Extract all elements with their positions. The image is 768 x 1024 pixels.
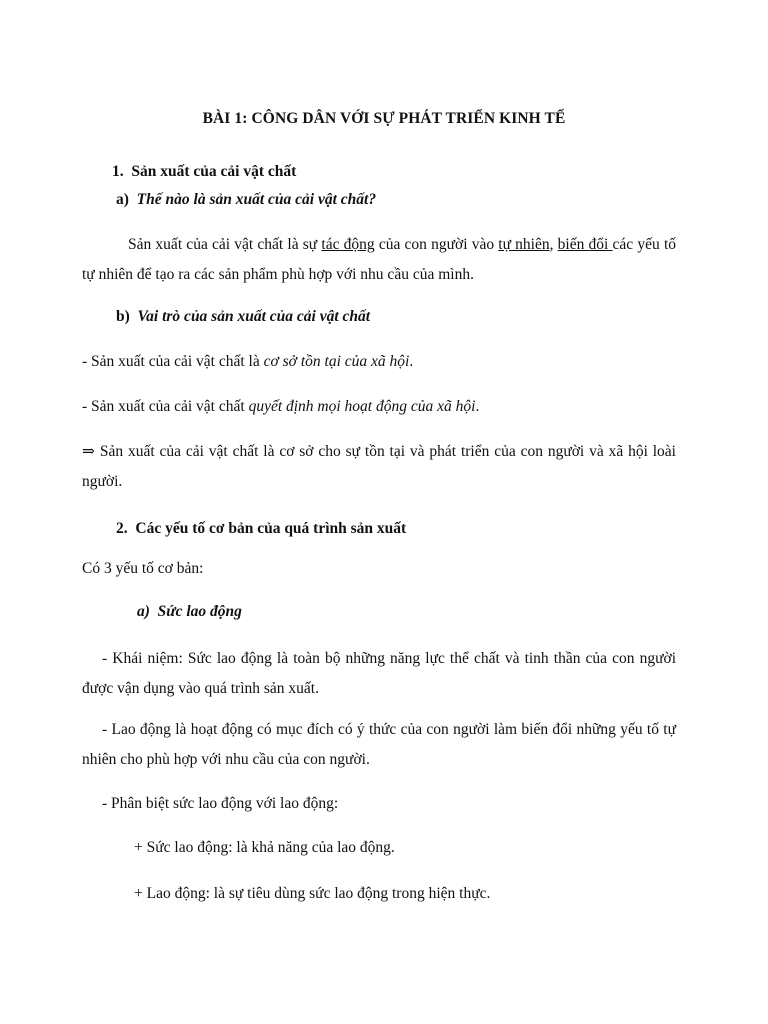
subsection-2a-title: Sức lao động bbox=[157, 603, 242, 620]
text-run: Sản xuất của cải vật chất là sự bbox=[128, 236, 322, 253]
text-run: - Sản xuất của cải vật chất là bbox=[82, 353, 264, 370]
role-line-1 bbox=[82, 347, 676, 377]
subsection-1a-title: Thế nào là sản xuất của cải vật chất? bbox=[136, 191, 377, 208]
text-run: , bbox=[549, 236, 558, 253]
subsection-1b-title: Vai trò của sản xuất của cải vật chất bbox=[137, 308, 371, 325]
text-run: của con người vào bbox=[374, 236, 499, 253]
emphasis-text: cơ sở tồn tại của xã hội bbox=[263, 353, 410, 370]
underlined-term-bien-doi: biến đổi bbox=[557, 236, 613, 253]
text-run: . bbox=[409, 353, 414, 370]
subsection-1a-heading bbox=[116, 185, 710, 215]
document-title: BÀI 1: CÔNG DÂN VỚI SỰ PHÁT TRIỂN KINH TẾ bbox=[202, 110, 566, 127]
labor-definition: - Lao động là hoạt động có mục đích có ý thức của con người làm biến đổi những yếu tố tự nhiên cho phù hợp với nhu cầu của con người. bbox=[82, 721, 676, 768]
emphasis-text: quyết định mọi hoạt động của xã hội bbox=[248, 398, 476, 415]
labor-power-item: + Sức lao động: là khả năng của lao động. bbox=[134, 839, 395, 856]
underlined-term-tac-dong: tác động bbox=[321, 236, 375, 253]
section-2-heading bbox=[116, 514, 710, 544]
section-1-heading bbox=[112, 157, 706, 187]
section-2-intro: Có 3 yếu tố cơ bản: bbox=[82, 560, 204, 577]
labor-distinction: - Phân biệt sức lao động với lao động: bbox=[102, 795, 339, 812]
labor-item: + Lao động: là sự tiêu dùng sức lao động trong hiện thực. bbox=[134, 885, 491, 902]
text-run: các yếu tố tự nhiên để tạo ra các sản phẩm phù hợp với nhu cầu của mình. bbox=[82, 236, 676, 283]
subsection-1b-letter: b) bbox=[116, 308, 130, 325]
subsection-2a-heading bbox=[137, 597, 731, 627]
subsection-1b-heading bbox=[116, 302, 710, 332]
section-2-number: 2. bbox=[116, 520, 128, 537]
subsection-1a-letter: a) bbox=[116, 191, 129, 208]
paragraph-1a bbox=[82, 230, 676, 290]
underlined-term-tu-nhien: tự nhiên bbox=[498, 236, 550, 253]
role-line-2 bbox=[82, 392, 676, 422]
subsection-2a-letter: a) bbox=[137, 603, 150, 620]
text-run: - Sản xuất của cải vật chất bbox=[82, 398, 249, 415]
role-conclusion: ⇒ Sản xuất của cải vật chất là cơ sở cho sự tồn tại và phát triển của con người và xã hội loài người. bbox=[82, 443, 676, 490]
text-run: . bbox=[475, 398, 480, 415]
section-1-number: 1. bbox=[112, 163, 124, 180]
section-2-title: Các yếu tố cơ bản của quá trình sản xuất bbox=[135, 520, 407, 537]
section-1-title: Sản xuất của cải vật chất bbox=[131, 163, 297, 180]
labor-concept: - Khái niệm: Sức lao động là toàn bộ những năng lực thể chất và tinh thần của con người được vận dụng vào quá trình sản xuất. bbox=[82, 650, 676, 697]
